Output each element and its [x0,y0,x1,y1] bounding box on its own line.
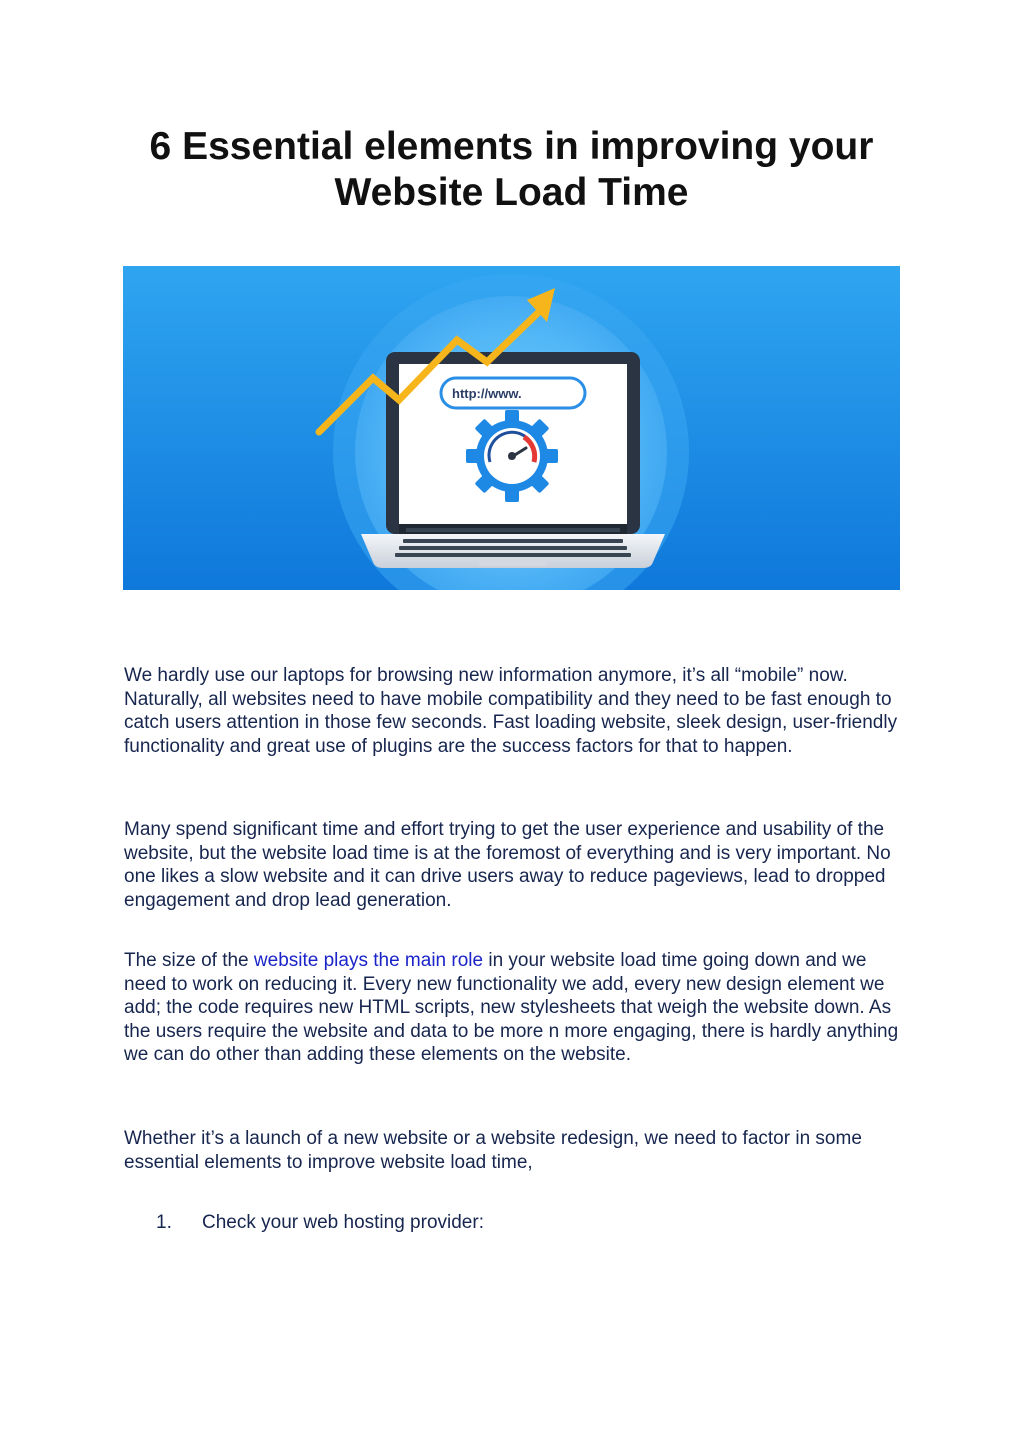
gear-icon [466,410,558,502]
website-role-link[interactable]: website plays the main role [253,950,484,971]
list-item-text: Check your web hosting provider: [202,1212,484,1233]
laptop-speed-gauge-illustration [123,266,900,590]
page-title-line-1: 6 Essential elements in improving your [149,125,874,168]
page-title [100,124,923,216]
page-title-line-2: Website Load Time [334,171,689,214]
list-item [124,1211,484,1235]
hero-url-text: http://www. [452,386,522,401]
list-item-number: 1. [156,1212,172,1233]
essential-elements-paragraph: Whether it’s a launch of a new website or a website redesign, we need to factor in some essential elements to improve website load time, [124,1128,862,1173]
website-size-text-after: in your website load time going down and we need to work on reducing it. Every new functionality we add, every new design element we add; the code requires new HTML scripts, new stylesheets that weigh the website down. As the users require the website and data to be more n more engaging, there is hardly anything we can do other than adding these elements on the website. [124,950,899,1066]
website-size-text-before: The size of the [124,950,254,971]
load-time-paragraph: Many spend significant time and effort trying to get the user experience and usability of the website, but the website load time is at the foremost of everything and is very important. No one likes a slow website and it can drive users away to reduce pageviews, lead to dropped engagement and drop lead generation. [124,819,891,911]
hero-image [123,266,900,590]
intro-paragraph: We hardly use our laptops for browsing new information anymore, it’s all “mobile” now. Naturally, all websites need to have mobile compatibility and they need to be fast enough to catch users attention in those few seconds. Fast loading website, sleek design, user-friendly functionality and great use of plugins are the success factors for that to happen. [124,665,898,757]
website-size-paragraph [124,949,914,1067]
numbered-list [124,1211,484,1235]
